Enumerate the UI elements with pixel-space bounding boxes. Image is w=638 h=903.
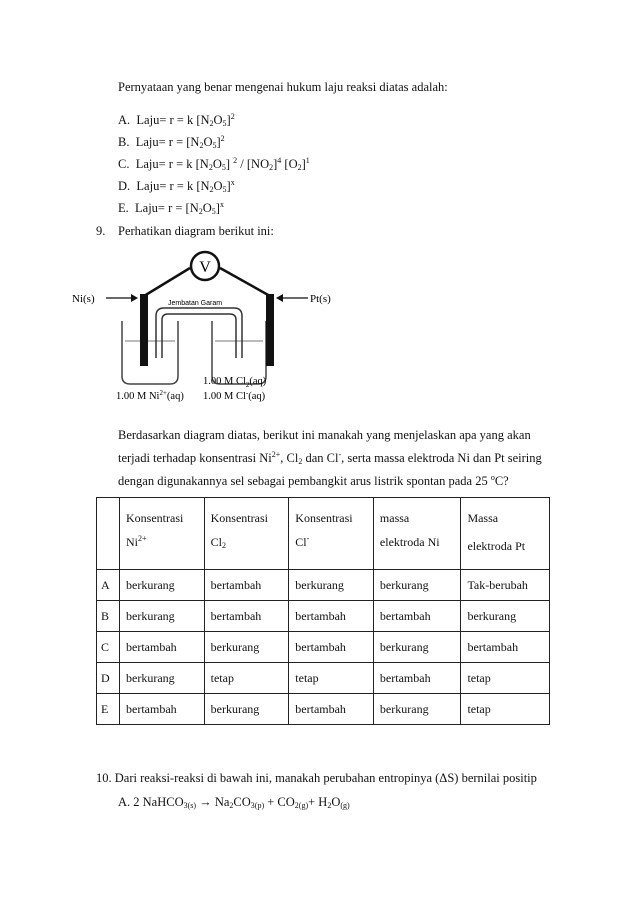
q9-stem: Perhatikan diagram berikut ini: <box>118 224 274 238</box>
q8-option-e: E. Laju= $r = [N_2O_5]^x$ <box>118 200 224 216</box>
table-cell: berkurang <box>204 694 289 725</box>
ni-electrode <box>140 294 148 366</box>
table-cell: bertambah <box>120 694 205 725</box>
table-cell: bertambah <box>373 601 461 632</box>
pt-electrode <box>266 294 274 366</box>
voltmeter-label: V <box>199 259 211 276</box>
table-cell: berkurang <box>461 601 550 632</box>
table-cell: Tak-berubah <box>461 570 550 601</box>
q10-option-a: A. 2 NaHCO$_{3(s)}$ → $Na_2CO_{3(p)} + CO_{2(g)}+ H_2O_{(g)}$ <box>118 795 350 810</box>
table-row <box>97 663 550 694</box>
header-empty-cell <box>97 498 120 570</box>
q8-option-a: A. Laju= r = k $[N_2O_5]^2$ <box>118 112 235 128</box>
right-wire <box>220 268 270 351</box>
q10-stem: 10. Dari reaksi-reaksi di bawah ini, manakah perubahan entropinya (ΔS) bernilai positip <box>96 771 537 785</box>
table-cell: bertambah <box>289 694 374 725</box>
header-cl2-concentration: Konsentrasi $Cl_2$ <box>204 498 289 570</box>
table-cell: berkurang <box>373 570 461 601</box>
table-cell: tetap <box>204 663 289 694</box>
table-cell: berkurang <box>373 632 461 663</box>
electrochemical-cell-diagram <box>70 246 340 411</box>
table-row <box>97 601 550 632</box>
table-row <box>97 694 550 725</box>
table-header-row <box>97 498 550 570</box>
q8-option-d: D. Laju= r = k $[N_2O_5]^x$ <box>118 178 235 194</box>
right-arrow-head <box>276 294 283 302</box>
table-cell: berkurang <box>289 570 374 601</box>
table-cell: bertambah <box>289 601 374 632</box>
row-label: D <box>97 663 120 694</box>
left-arrow-head <box>131 294 138 302</box>
header-ni-mass: massa elektroda Ni <box>373 498 461 570</box>
q8-option-b: B. Laju= $r = [N_2O_5]^2$ <box>118 134 225 150</box>
row-label: B <box>97 601 120 632</box>
q9-question-line-3: dengan digunakannya sel sebagai pembangkit arus listrik spontan pada 25 $^o$C? <box>118 473 509 488</box>
q9-question-line-2: terjadi terhadap konsentrasi $Ni^{2+}$, $Cl_2$ dan Cl-, serta massa elektroda Ni dan Pt seiring <box>118 450 542 466</box>
table-cell: berkurang <box>120 601 205 632</box>
salt-bridge-outer <box>156 308 242 358</box>
table-row <box>97 570 550 601</box>
table-cell: berkurang <box>204 632 289 663</box>
table-cell: bertambah <box>120 632 205 663</box>
row-label: E <box>97 694 120 725</box>
pt-label: Pt(s) <box>310 293 331 305</box>
header-pt-mass: Massa elektroda Pt <box>461 498 550 570</box>
table-cell: tetap <box>461 663 550 694</box>
header-cl-concentration: Konsentrasi Cl- <box>289 498 374 570</box>
q8-option-c: C. Laju= r = k $[N_2O_5]$ $^2 / [NO_2]^4$ $[O_2]^1$ <box>118 156 310 172</box>
table-cell: tetap <box>461 694 550 725</box>
cl2-solution-label: 1.00 M $Cl_2(aq)$ <box>203 376 267 389</box>
table-cell: tetap <box>289 663 374 694</box>
table-cell: berkurang <box>373 694 461 725</box>
cl-solution-label: 1.00 M Cl-(aq) <box>203 389 266 402</box>
table-cell: bertambah <box>461 632 550 663</box>
q8-stem: Pernyataan yang benar mengenai hukum laju reaksi diatas adalah: <box>118 80 448 94</box>
ni-solution-label: 1.00 M $Ni^{2+}(aq)$ <box>116 389 184 402</box>
row-label: A <box>97 570 120 601</box>
q9-number: 9. <box>96 224 106 238</box>
answer-table <box>96 497 550 725</box>
table-cell: bertambah <box>204 601 289 632</box>
table-cell: berkurang <box>120 570 205 601</box>
table-cell: bertambah <box>204 570 289 601</box>
header-ni-concentration: Konsentrasi $Ni^{2+}$ <box>120 498 205 570</box>
left-wire <box>144 268 190 351</box>
row-label: C <box>97 632 120 663</box>
right-beaker <box>212 321 266 384</box>
left-beaker <box>122 321 178 384</box>
table-cell: berkurang <box>120 663 205 694</box>
salt-bridge-label: Jembatan Garam <box>168 300 223 307</box>
ni-label: Ni(s) <box>72 293 95 305</box>
salt-bridge-inner <box>162 314 236 358</box>
table-row <box>97 632 550 663</box>
q9-question-line-1: Berdasarkan diagram diatas, berikut ini manakah yang menjelaskan apa yang akan <box>118 428 531 442</box>
table-cell: bertambah <box>289 632 374 663</box>
table-cell: bertambah <box>373 663 461 694</box>
